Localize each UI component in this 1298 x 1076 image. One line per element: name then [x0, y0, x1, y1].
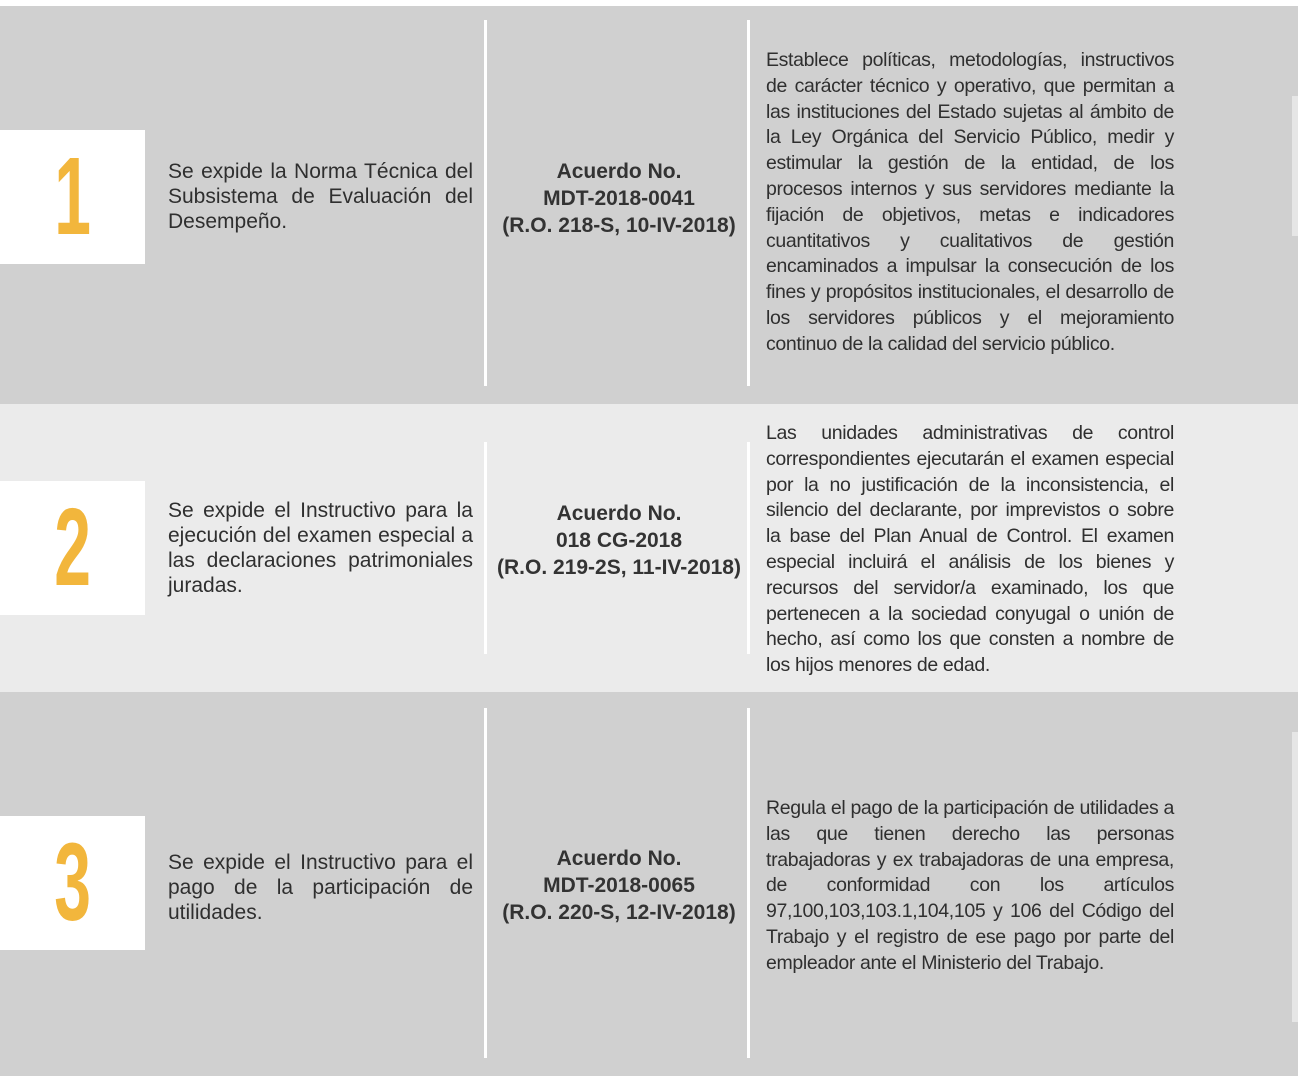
edge-strip	[1292, 96, 1298, 236]
row-number: 3	[54, 821, 91, 944]
row-description: Regula el pago de la participación de utilidades a las que tienen derecho las personas trabajadoras y ex trabajadoras de una empresa, de conformidad con los artículos 97,100,103,103.1,104,105 y 106 del Código del Trabajo y el registro de ese pago por parte del empleador ante el Ministerio del Trabajo.	[766, 797, 1174, 974]
reference-line: MDT-2018-0065	[543, 874, 695, 897]
column-divider	[484, 442, 487, 654]
row-summary: Se expide el Instructivo para la ejecución del examen especial a las declaraciones patrimoniales juradas.	[168, 499, 473, 597]
column-divider	[484, 20, 487, 386]
row-reference	[490, 500, 748, 581]
row-description: Establece políticas, metodologías, instructivos de carácter técnico y operativo, que permitan a las instituciones del Estado sujetas al ámbito de la Ley Orgánica del Servicio Público, medir y estimular la gestión de la entidad, de los procesos internos y sus servidores mediante la fijación de objetivos, metas e indicadores cuantitativos y cualitativos de gestión encaminados a impulsar la consecución de los fines y propósitos institucionales, el desarrollo de los servidores públicos y el mejoramiento continuo de la calidad del servicio público.	[766, 49, 1174, 355]
row-reference	[490, 158, 748, 239]
number-badge	[0, 130, 145, 264]
column-divider	[484, 708, 487, 1058]
row-number: 1	[54, 135, 91, 258]
row-summary: Se expide la Norma Técnica del Subsistema de Evaluación del Desempeño.	[168, 160, 473, 233]
row-reference	[490, 845, 748, 926]
reference-line: (R.O. 219-2S, 11-IV-2018)	[497, 556, 741, 579]
number-badge	[0, 481, 145, 615]
table-row	[0, 692, 1298, 1076]
reference-line: (R.O. 220-S, 12-IV-2018)	[502, 901, 736, 924]
row-description: Las unidades administrativas de control correspondientes ejecutarán el examen especial por la no justificación de la inconsistencia, el silencio del declarante, por imprevistos o sobre la base del Plan Anual de Control. El examen especial incluirá el análisis de los bienes y recursos del servidor/a examinado, los que pertenecen a la sociedad conyugal o unión de hecho, así como los que consten a nombre de los hijos menores de edad.	[766, 422, 1174, 677]
edge-strip	[1292, 732, 1298, 1022]
reference-line: (R.O. 218-S, 10-IV-2018)	[502, 214, 736, 237]
reference-line: Acuerdo No.	[556, 502, 682, 525]
column-divider	[747, 708, 750, 1058]
table-row	[0, 6, 1298, 404]
reference-line: Acuerdo No.	[556, 160, 682, 183]
row-number: 2	[54, 486, 91, 609]
table-row	[0, 404, 1298, 692]
reference-line: MDT-2018-0041	[543, 187, 695, 210]
column-divider	[747, 20, 750, 386]
reference-line: Acuerdo No.	[556, 847, 682, 870]
column-divider	[747, 442, 750, 654]
row-summary: Se expide el Instructivo para el pago de la participación de utilidades.	[168, 851, 473, 924]
number-badge	[0, 816, 145, 950]
reference-line: 018 CG-2018	[555, 529, 683, 552]
